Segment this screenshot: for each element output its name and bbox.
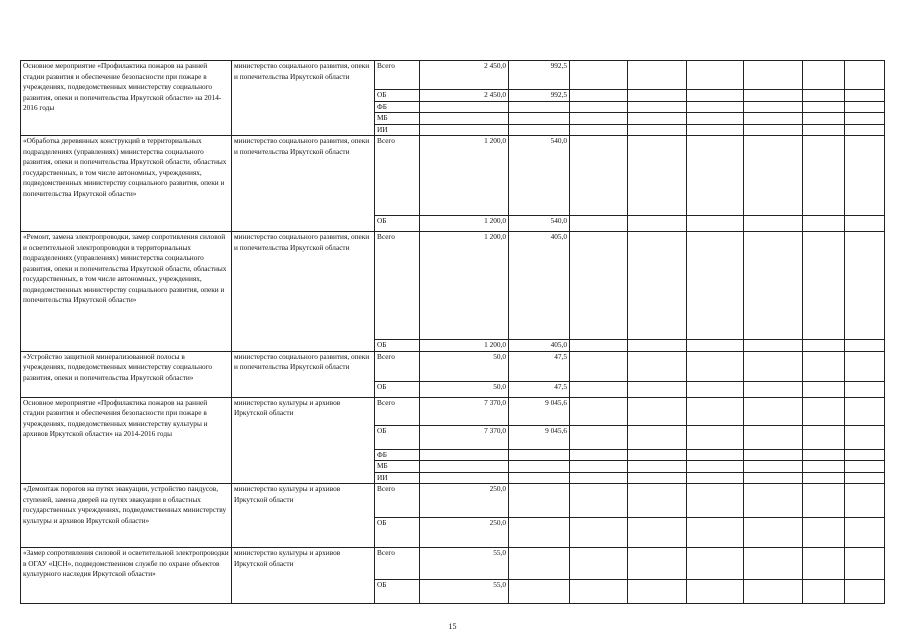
planned-amount-cell: 2 450,0 — [420, 61, 509, 90]
actual-amount-cell — [509, 449, 570, 461]
actual-amount-cell: 992,5 — [509, 90, 570, 102]
table-row — [21, 548, 885, 580]
page-number: 15 — [448, 622, 457, 631]
empty-cell — [845, 518, 885, 548]
executor-cell: министерство культуры и архивов Иркутской области — [232, 548, 375, 604]
funding-source-cell: ОБ — [375, 425, 420, 449]
actual-amount-cell — [509, 472, 570, 484]
empty-cell — [845, 124, 885, 136]
empty-cell — [803, 136, 845, 216]
planned-amount-cell: 1 200,0 — [420, 340, 509, 352]
empty-cell — [687, 484, 744, 518]
empty-cell — [687, 61, 744, 90]
empty-cell — [628, 351, 687, 381]
empty-cell — [845, 216, 885, 232]
empty-cell — [744, 124, 803, 136]
empty-cell — [803, 461, 845, 473]
empty-cell — [628, 461, 687, 473]
empty-cell — [628, 484, 687, 518]
empty-cell — [744, 548, 803, 580]
empty-cell — [687, 113, 744, 125]
empty-cell — [687, 548, 744, 580]
empty-cell — [628, 381, 687, 397]
actual-amount-cell — [509, 461, 570, 473]
empty-cell — [744, 472, 803, 484]
funding-source-cell: Всего — [375, 484, 420, 518]
empty-cell — [803, 351, 845, 381]
empty-cell — [744, 61, 803, 90]
empty-cell — [687, 461, 744, 473]
planned-amount-cell — [420, 101, 509, 113]
empty-cell — [687, 90, 744, 102]
empty-cell — [845, 61, 885, 90]
actual-amount-cell: 405,0 — [509, 340, 570, 352]
planned-amount-cell — [420, 461, 509, 473]
funding-source-cell: Всего — [375, 397, 420, 425]
empty-cell — [570, 449, 628, 461]
actual-amount-cell — [509, 124, 570, 136]
empty-cell — [570, 101, 628, 113]
empty-cell — [845, 580, 885, 604]
empty-cell — [628, 124, 687, 136]
executor-cell: министерство культуры и архивов Иркутской области — [232, 484, 375, 548]
empty-cell — [687, 425, 744, 449]
empty-cell — [687, 232, 744, 340]
planned-amount-cell: 1 200,0 — [420, 232, 509, 340]
empty-cell — [744, 113, 803, 125]
empty-cell — [687, 580, 744, 604]
empty-cell — [845, 381, 885, 397]
table-body — [21, 61, 885, 604]
activity-name-cell: Основное мероприятие «Профилактика пожаров на ранней стадии развития и обеспечение безопасности при пожаре в учреждениях, подведомственных министерству социального развития, опеки и попечительства Иркутской области» на 2014-2016 годы — [21, 61, 232, 136]
empty-cell — [570, 124, 628, 136]
empty-cell — [570, 232, 628, 340]
actual-amount-cell: 992,5 — [509, 61, 570, 90]
empty-cell — [687, 518, 744, 548]
empty-cell — [744, 381, 803, 397]
empty-cell — [687, 472, 744, 484]
empty-cell — [845, 548, 885, 580]
funding-source-cell: ФБ — [375, 101, 420, 113]
actual-amount-cell: 47,5 — [509, 381, 570, 397]
empty-cell — [803, 340, 845, 352]
planned-amount-cell — [420, 472, 509, 484]
funding-source-cell: ИИ — [375, 472, 420, 484]
empty-cell — [628, 216, 687, 232]
funding-source-cell: ОБ — [375, 340, 420, 352]
empty-cell — [570, 90, 628, 102]
empty-cell — [845, 449, 885, 461]
planned-amount-cell: 2 450,0 — [420, 90, 509, 102]
empty-cell — [744, 580, 803, 604]
empty-cell — [744, 340, 803, 352]
actual-amount-cell: 540,0 — [509, 216, 570, 232]
empty-cell — [803, 124, 845, 136]
planned-amount-cell: 7 370,0 — [420, 425, 509, 449]
empty-cell — [687, 351, 744, 381]
funding-source-cell: Всего — [375, 351, 420, 381]
empty-cell — [687, 381, 744, 397]
program-table — [20, 60, 885, 604]
empty-cell — [803, 101, 845, 113]
empty-cell — [628, 397, 687, 425]
actual-amount-cell: 540,0 — [509, 136, 570, 216]
empty-cell — [803, 518, 845, 548]
table-row — [21, 61, 885, 90]
empty-cell — [803, 484, 845, 518]
activity-name-cell: Основное мероприятие «Профилактика пожаров на ранней стадии развития и обеспечения безопасности при пожаре в учреждениях, подведомственных министерству культуры и архивов Иркутской области» на 2014-2016 годы — [21, 397, 232, 484]
empty-cell — [570, 340, 628, 352]
actual-amount-cell: 9 045,6 — [509, 397, 570, 425]
empty-cell — [845, 351, 885, 381]
table-row — [21, 232, 885, 340]
program-table-sheet — [20, 60, 884, 610]
planned-amount-cell: 50,0 — [420, 381, 509, 397]
empty-cell — [845, 461, 885, 473]
table-row — [21, 351, 885, 381]
planned-amount-cell: 250,0 — [420, 484, 509, 518]
executor-cell: министерство культуры и архивов Иркутской области — [232, 397, 375, 484]
empty-cell — [570, 61, 628, 90]
empty-cell — [628, 101, 687, 113]
empty-cell — [803, 216, 845, 232]
empty-cell — [744, 351, 803, 381]
empty-cell — [803, 425, 845, 449]
planned-amount-cell — [420, 124, 509, 136]
funding-source-cell: МБ — [375, 461, 420, 473]
activity-name-cell: «Замер сопротивления силовой и осветительной электропроводки в ОГАУ «ЦСН», подведомственном службе по охране объектов культурного наследия Иркутской области» — [21, 548, 232, 604]
empty-cell — [845, 425, 885, 449]
empty-cell — [628, 548, 687, 580]
funding-source-cell: ФБ — [375, 449, 420, 461]
empty-cell — [803, 548, 845, 580]
planned-amount-cell: 1 200,0 — [420, 216, 509, 232]
empty-cell — [687, 340, 744, 352]
funding-source-cell: ОБ — [375, 381, 420, 397]
planned-amount-cell: 7 370,0 — [420, 397, 509, 425]
empty-cell — [570, 580, 628, 604]
empty-cell — [845, 484, 885, 518]
executor-cell: министерство социального развития, опеки и попечительства Иркутской области — [232, 232, 375, 352]
empty-cell — [570, 484, 628, 518]
empty-cell — [570, 397, 628, 425]
empty-cell — [744, 136, 803, 216]
empty-cell — [687, 101, 744, 113]
empty-cell — [687, 136, 744, 216]
empty-cell — [687, 449, 744, 461]
empty-cell — [845, 136, 885, 216]
funding-source-cell: ОБ — [375, 580, 420, 604]
empty-cell — [628, 518, 687, 548]
empty-cell — [687, 216, 744, 232]
empty-cell — [628, 113, 687, 125]
empty-cell — [570, 381, 628, 397]
table-row — [21, 484, 885, 518]
empty-cell — [845, 90, 885, 102]
planned-amount-cell: 55,0 — [420, 580, 509, 604]
empty-cell — [628, 340, 687, 352]
empty-cell — [570, 136, 628, 216]
empty-cell — [570, 113, 628, 125]
actual-amount-cell — [509, 101, 570, 113]
empty-cell — [744, 216, 803, 232]
actual-amount-cell — [509, 580, 570, 604]
empty-cell — [845, 232, 885, 340]
empty-cell — [744, 90, 803, 102]
empty-cell — [803, 113, 845, 125]
actual-amount-cell — [509, 548, 570, 580]
empty-cell — [570, 425, 628, 449]
actual-amount-cell: 47,5 — [509, 351, 570, 381]
empty-cell — [803, 61, 845, 90]
empty-cell — [845, 472, 885, 484]
actual-amount-cell — [509, 484, 570, 518]
activity-name-cell: «Демонтаж порогов на путях эвакуации, устройство пандусов, ступеней, замена дверей на путях эвакуации в областных государственных учреждениях, подведомственных министерству культуры и архивов Иркутской области» — [21, 484, 232, 548]
activity-name-cell: «Устройство защитной минерализованной полосы в учреждениях, подведомственных министерству социального развития, опеки и попечительства Иркутской области» — [21, 351, 232, 397]
funding-source-cell: Всего — [375, 136, 420, 216]
funding-source-cell: ОБ — [375, 216, 420, 232]
empty-cell — [744, 484, 803, 518]
funding-source-cell: Всего — [375, 548, 420, 580]
empty-cell — [570, 472, 628, 484]
planned-amount-cell: 1 200,0 — [420, 136, 509, 216]
empty-cell — [803, 90, 845, 102]
actual-amount-cell — [509, 113, 570, 125]
funding-source-cell: ИИ — [375, 124, 420, 136]
empty-cell — [744, 397, 803, 425]
actual-amount-cell: 405,0 — [509, 232, 570, 340]
executor-cell: министерство социального развития, опеки и попечительства Иркутской области — [232, 61, 375, 136]
empty-cell — [628, 580, 687, 604]
executor-cell: министерство социального развития, опеки и попечительства Иркутской области — [232, 136, 375, 232]
empty-cell — [570, 548, 628, 580]
empty-cell — [803, 232, 845, 340]
empty-cell — [570, 351, 628, 381]
actual-amount-cell: 9 045,6 — [509, 425, 570, 449]
planned-amount-cell — [420, 449, 509, 461]
empty-cell — [744, 101, 803, 113]
empty-cell — [628, 136, 687, 216]
empty-cell — [803, 472, 845, 484]
funding-source-cell: МБ — [375, 113, 420, 125]
table-row — [21, 136, 885, 216]
planned-amount-cell: 250,0 — [420, 518, 509, 548]
empty-cell — [803, 381, 845, 397]
executor-cell: министерство социального развития, опеки и попечительства Иркутской области — [232, 351, 375, 397]
empty-cell — [570, 518, 628, 548]
empty-cell — [687, 397, 744, 425]
empty-cell — [570, 461, 628, 473]
empty-cell — [628, 90, 687, 102]
funding-source-cell: Всего — [375, 232, 420, 340]
empty-cell — [628, 61, 687, 90]
activity-name-cell: «Обработка деревянных конструкций в территориальных подразделениях (управлениях) министерства социального развития, опеки и попечительства Иркутской области, областных государственных, в том числе автономных, учреждениях, подведомственных министерству социального развития, опеки и попечительства Иркутской области» — [21, 136, 232, 232]
planned-amount-cell: 50,0 — [420, 351, 509, 381]
funding-source-cell: ОБ — [375, 90, 420, 102]
empty-cell — [628, 472, 687, 484]
empty-cell — [845, 113, 885, 125]
empty-cell — [744, 449, 803, 461]
funding-source-cell: Всего — [375, 61, 420, 90]
table-row — [21, 397, 885, 425]
funding-source-cell: ОБ — [375, 518, 420, 548]
empty-cell — [803, 580, 845, 604]
empty-cell — [744, 518, 803, 548]
actual-amount-cell — [509, 518, 570, 548]
empty-cell — [803, 449, 845, 461]
empty-cell — [628, 425, 687, 449]
empty-cell — [845, 397, 885, 425]
empty-cell — [628, 449, 687, 461]
empty-cell — [744, 232, 803, 340]
empty-cell — [845, 340, 885, 352]
planned-amount-cell — [420, 113, 509, 125]
empty-cell — [570, 216, 628, 232]
empty-cell — [803, 397, 845, 425]
empty-cell — [687, 124, 744, 136]
empty-cell — [744, 461, 803, 473]
empty-cell — [628, 232, 687, 340]
planned-amount-cell: 55,0 — [420, 548, 509, 580]
empty-cell — [744, 425, 803, 449]
empty-cell — [845, 101, 885, 113]
activity-name-cell: «Ремонт, замена электропроводки, замер сопротивления силовой и осветительной электропроводки в территориальных подразделениях (управлениях) министерства социального развития, опеки и попечительства Иркутской области, областных государственных, в том числе автономных, учреждениях, подведомственных министерству социального развития, опеки и попечительства Иркутской области» — [21, 232, 232, 352]
